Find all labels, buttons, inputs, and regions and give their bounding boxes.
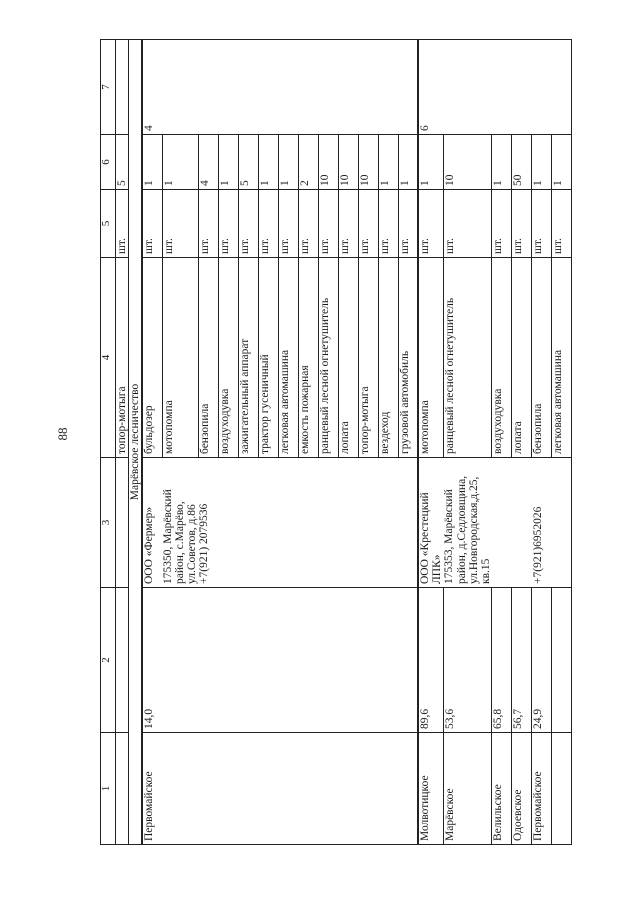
col7-cell: 6 xyxy=(418,40,443,135)
header-row xyxy=(101,40,116,845)
header-cell: 1 xyxy=(101,733,116,845)
table-row xyxy=(418,40,443,845)
district-cell xyxy=(298,733,318,845)
col7-cell xyxy=(358,40,378,135)
district-cell: Первомайское xyxy=(532,733,552,845)
qty-cell: 5 xyxy=(116,135,129,190)
table-row xyxy=(552,40,572,845)
unit-cell: шт. xyxy=(512,190,532,258)
table-row xyxy=(492,40,512,845)
org-cell xyxy=(218,458,238,588)
table-row xyxy=(532,40,552,845)
district-cell xyxy=(358,733,378,845)
col7-cell xyxy=(512,40,532,135)
org-cell xyxy=(358,458,378,588)
section-title: Марёвское лесничество xyxy=(129,40,143,845)
item-cell: мотопомпа xyxy=(162,258,198,458)
table-row xyxy=(443,40,491,845)
qty-cell: 1 xyxy=(258,135,278,190)
district-cell: Велильское xyxy=(492,733,512,845)
org-cell xyxy=(492,458,512,588)
org-cell xyxy=(378,458,398,588)
district-cell: Марёвское xyxy=(443,733,491,845)
table-row xyxy=(238,40,258,845)
item-cell: воздуходувка xyxy=(218,258,238,458)
org-cell xyxy=(298,458,318,588)
unit-cell: шт. xyxy=(162,190,198,258)
qty-cell: 10 xyxy=(358,135,378,190)
district-cell: Одоевское xyxy=(512,733,532,845)
area-cell xyxy=(218,588,238,733)
qty-cell: 4 xyxy=(198,135,218,190)
area-cell xyxy=(258,588,278,733)
org-cell xyxy=(398,458,418,588)
org-cell: +7(921)6952026 xyxy=(532,458,552,588)
col7-cell xyxy=(398,40,418,135)
area-cell xyxy=(238,588,258,733)
group-fermer xyxy=(142,40,418,845)
qty-cell: 1 xyxy=(492,135,512,190)
col7-cell xyxy=(532,40,552,135)
item-cell: ранцевый лесной огнетушитель xyxy=(443,258,491,458)
qty-cell: 1 xyxy=(218,135,238,190)
table-row xyxy=(378,40,398,845)
area-cell xyxy=(338,588,358,733)
unit-cell: шт. xyxy=(338,190,358,258)
table-row xyxy=(162,40,198,845)
district-cell xyxy=(318,733,338,845)
item-cell: грузовой автомобиль xyxy=(398,258,418,458)
org-cell xyxy=(278,458,298,588)
col7-cell xyxy=(238,40,258,135)
col7-cell xyxy=(278,40,298,135)
table-row xyxy=(258,40,278,845)
org-cell: 175350, Марёвский район, с.Марёво, ул.Советов, д.86 xyxy=(162,458,198,588)
item-cell: ранцевый лесной огнетушитель xyxy=(318,258,338,458)
header-cell: 6 xyxy=(101,135,116,190)
item-cell: мотопомпа xyxy=(418,258,443,458)
unit-cell: шт. xyxy=(142,190,162,258)
unit-cell: шт. xyxy=(258,190,278,258)
qty-cell: 10 xyxy=(338,135,358,190)
table-row xyxy=(218,40,238,845)
equipment-table xyxy=(100,39,572,845)
district-cell xyxy=(378,733,398,845)
unit-cell: шт. xyxy=(218,190,238,258)
qty-cell: 1 xyxy=(278,135,298,190)
unit-cell: шт. xyxy=(198,190,218,258)
qty-cell: 1 xyxy=(142,135,162,190)
area-cell: 65,8 xyxy=(492,588,512,733)
org-cell xyxy=(258,458,278,588)
qty-cell: 10 xyxy=(318,135,338,190)
org-cell: 175353, Марёвский район, д.Седловщина, ул.Новгородская,д.25, кв.15 xyxy=(443,458,491,588)
district-cell xyxy=(218,733,238,845)
item-cell: вездеход xyxy=(378,258,398,458)
org-cell xyxy=(318,458,338,588)
unit-cell: шт. xyxy=(278,190,298,258)
item-cell: легковая автомашина xyxy=(278,258,298,458)
area-cell xyxy=(398,588,418,733)
group-krestetsky xyxy=(418,40,571,845)
col7-cell xyxy=(258,40,278,135)
district-cell xyxy=(552,733,572,845)
item-cell: трактор гусеничный xyxy=(258,258,278,458)
district-cell: Первомайское xyxy=(142,733,162,845)
col7-cell: 4 xyxy=(142,40,162,135)
qty-cell: 1 xyxy=(162,135,198,190)
org-cell xyxy=(552,458,572,588)
district-cell: Молвотицкое xyxy=(418,733,443,845)
district-cell xyxy=(238,733,258,845)
qty-cell: 5 xyxy=(238,135,258,190)
qty-cell: 1 xyxy=(532,135,552,190)
item-cell: бензопила xyxy=(198,258,218,458)
qty-cell: 2 xyxy=(298,135,318,190)
table-row xyxy=(142,40,162,845)
table-row xyxy=(512,40,532,845)
header-cell: 4 xyxy=(101,258,116,458)
district-cell xyxy=(338,733,358,845)
table-row xyxy=(198,40,218,845)
district-cell xyxy=(398,733,418,845)
col7-cell xyxy=(378,40,398,135)
org-cell: +7(921) 2079536 xyxy=(198,458,218,588)
col7-cell xyxy=(298,40,318,135)
item-cell: зажигательный аппарат xyxy=(238,258,258,458)
area-cell xyxy=(198,588,218,733)
unit-cell: шт. xyxy=(238,190,258,258)
qty-cell: 50 xyxy=(512,135,532,190)
table-row xyxy=(398,40,418,845)
area-cell xyxy=(552,588,572,733)
item-cell: бензопила xyxy=(532,258,552,458)
col7-cell xyxy=(552,40,572,135)
table-row xyxy=(116,40,129,845)
item-cell: топор-мотыга xyxy=(116,258,129,458)
item-cell: лопата xyxy=(338,258,358,458)
district-cell xyxy=(258,733,278,845)
item-cell: емкость пожарная xyxy=(298,258,318,458)
item-cell: легковая автомашина xyxy=(552,258,572,458)
section-row xyxy=(129,40,143,845)
unit-cell: шт. xyxy=(358,190,378,258)
area-cell xyxy=(162,588,198,733)
unit-cell: шт. xyxy=(378,190,398,258)
area-cell xyxy=(318,588,338,733)
table-row xyxy=(298,40,318,845)
item-cell: лопата xyxy=(512,258,532,458)
table-row xyxy=(338,40,358,845)
unit-cell: шт. xyxy=(418,190,443,258)
org-cell xyxy=(512,458,532,588)
unit-cell: шт. xyxy=(298,190,318,258)
col7-cell xyxy=(318,40,338,135)
area-cell xyxy=(378,588,398,733)
area-cell xyxy=(278,588,298,733)
item-cell: воздуходувка xyxy=(492,258,512,458)
rotated-table-wrapper xyxy=(100,40,565,845)
table-row xyxy=(318,40,338,845)
district-cell xyxy=(198,733,218,845)
table-row xyxy=(278,40,298,845)
table-row xyxy=(358,40,378,845)
unit-cell: шт. xyxy=(552,190,572,258)
area-cell xyxy=(358,588,378,733)
area-cell: 89,6 xyxy=(418,588,443,733)
qty-cell: 1 xyxy=(418,135,443,190)
header-cell: 3 xyxy=(101,458,116,588)
district-cell xyxy=(162,733,198,845)
unit-cell: шт. xyxy=(443,190,491,258)
district-cell xyxy=(278,733,298,845)
unit-cell: шт. xyxy=(492,190,512,258)
header-cell: 5 xyxy=(101,190,116,258)
qty-cell: 10 xyxy=(443,135,491,190)
col7-cell xyxy=(492,40,512,135)
unit-cell: шт. xyxy=(318,190,338,258)
col7-cell xyxy=(443,40,491,135)
org-cell: ООО «Фермер» xyxy=(142,458,162,588)
page-number: 88 xyxy=(55,427,70,441)
header-cell: 2 xyxy=(101,588,116,733)
header-cell: 7 xyxy=(101,40,116,135)
qty-cell: 1 xyxy=(378,135,398,190)
col7-cell xyxy=(198,40,218,135)
org-cell xyxy=(338,458,358,588)
col7-cell xyxy=(218,40,238,135)
area-cell: 14,0 xyxy=(142,588,162,733)
area-cell: 53,6 xyxy=(443,588,491,733)
area-cell xyxy=(298,588,318,733)
col7-cell xyxy=(162,40,198,135)
unit-cell: шт. xyxy=(532,190,552,258)
area-cell: 24,9 xyxy=(532,588,552,733)
org-cell xyxy=(238,458,258,588)
unit-cell: шт. xyxy=(398,190,418,258)
col7-cell xyxy=(338,40,358,135)
org-cell: ООО «Крестецкий ЛПК» xyxy=(418,458,443,588)
item-cell: топор-мотыга xyxy=(358,258,378,458)
qty-cell: 1 xyxy=(398,135,418,190)
area-cell: 56,7 xyxy=(512,588,532,733)
item-cell: бульдозер xyxy=(142,258,162,458)
unit-cell: шт. xyxy=(116,190,129,258)
qty-cell: 1 xyxy=(552,135,572,190)
